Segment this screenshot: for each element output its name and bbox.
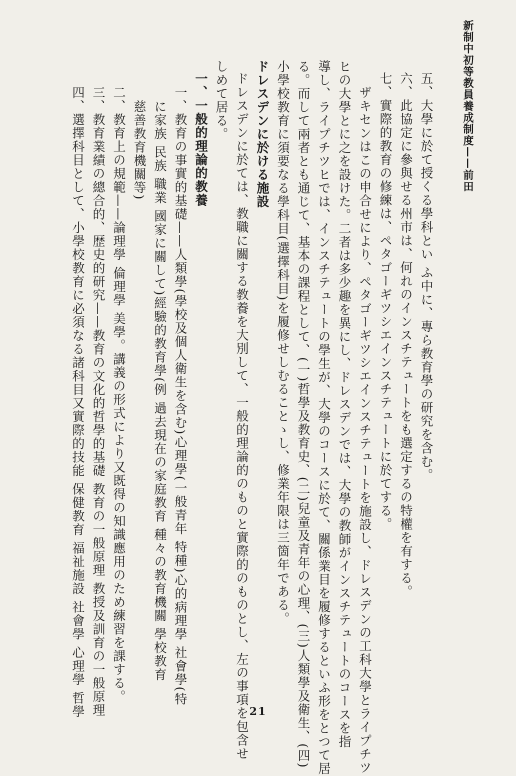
text-line: 七、實際的教育の修練は、ペタゴーギツシエインスチテュートに於てする。 bbox=[378, 72, 393, 531]
text-line: 小學校教育に須要なる學科目(選擇科目)を履修せしむることゝし、修業年限は三箇年である。 bbox=[275, 60, 291, 626]
text-line: ヒの大學とに之を設けた。二者は多少趣を異にし、ドレスデンでは、大學の教師がインスチテュートのコースを指 bbox=[337, 60, 352, 749]
running-header: 新制中初等教員養成制度——前田 bbox=[462, 20, 474, 193]
text-line: 慈善教育機關等) bbox=[132, 100, 147, 201]
text-line: 六、此協定に參與せる州市は、何れのインスチテュートをも選定するの特權を有する。 bbox=[398, 72, 414, 599]
text-line: 五、大學に於て授くる學科とい ふ中に、專ら教育學の研究を含む。 bbox=[419, 72, 434, 482]
text-line: 二、教育上の規範——論理學 倫理學 美學。講義の形式により又既得の知識應用のため練習を課する。 bbox=[111, 86, 127, 704]
page-number: 21 bbox=[249, 705, 267, 718]
text-line: 一、教育の事實的基礎——人類學(學校及個人衛生を含む)心理學(一般青年 特種)心的病理學 社會學(特 bbox=[173, 86, 188, 706]
text-line: しめて居る。 bbox=[214, 60, 229, 141]
text-line: に家族 民族 職業 國家に關して)經驗的教育學(例 過去現在の家庭教育 種々の教育機關 學校教育 bbox=[152, 100, 168, 682]
text-line: 三、教育業績の總合的、歴史的研究——教育の文化的哲學的基礎 教育の一般原理 教授及訓育の一般原理 bbox=[91, 86, 106, 717]
text-line: 四、選擇科目として、小學校教育に必須なる諸科目又實際的技能 保健教育 福祉施設 社會學 心理學 哲學 bbox=[70, 86, 86, 719]
section-heading: ドレスデンに於ける施設 bbox=[255, 60, 270, 209]
text-line: る。而して兩者とも通じて、基本の課程として、(一)哲學及教育史、(二)兒童及青年の心理、(三)人類學及衛生、(四) bbox=[296, 60, 311, 769]
section-heading: 一、一般的理論的教養 bbox=[193, 72, 209, 207]
text-line: ザキセンはこの申合せにより、ペタゴーギツシエインスチテュートを施設し、ドレスデンの工科大學とライプチツ bbox=[357, 86, 373, 775]
text-line: ドレスデンに於ては、教職に關する教養を大別して、一般的理論的のものと實際的のものとし、左の事項を包含せ bbox=[234, 72, 250, 761]
text-line: 導し、ライプチツヒでは、インスチテュートの學生が、大學のコースに於て、關係業目を履修するといふ形をとつて居 bbox=[316, 60, 332, 776]
